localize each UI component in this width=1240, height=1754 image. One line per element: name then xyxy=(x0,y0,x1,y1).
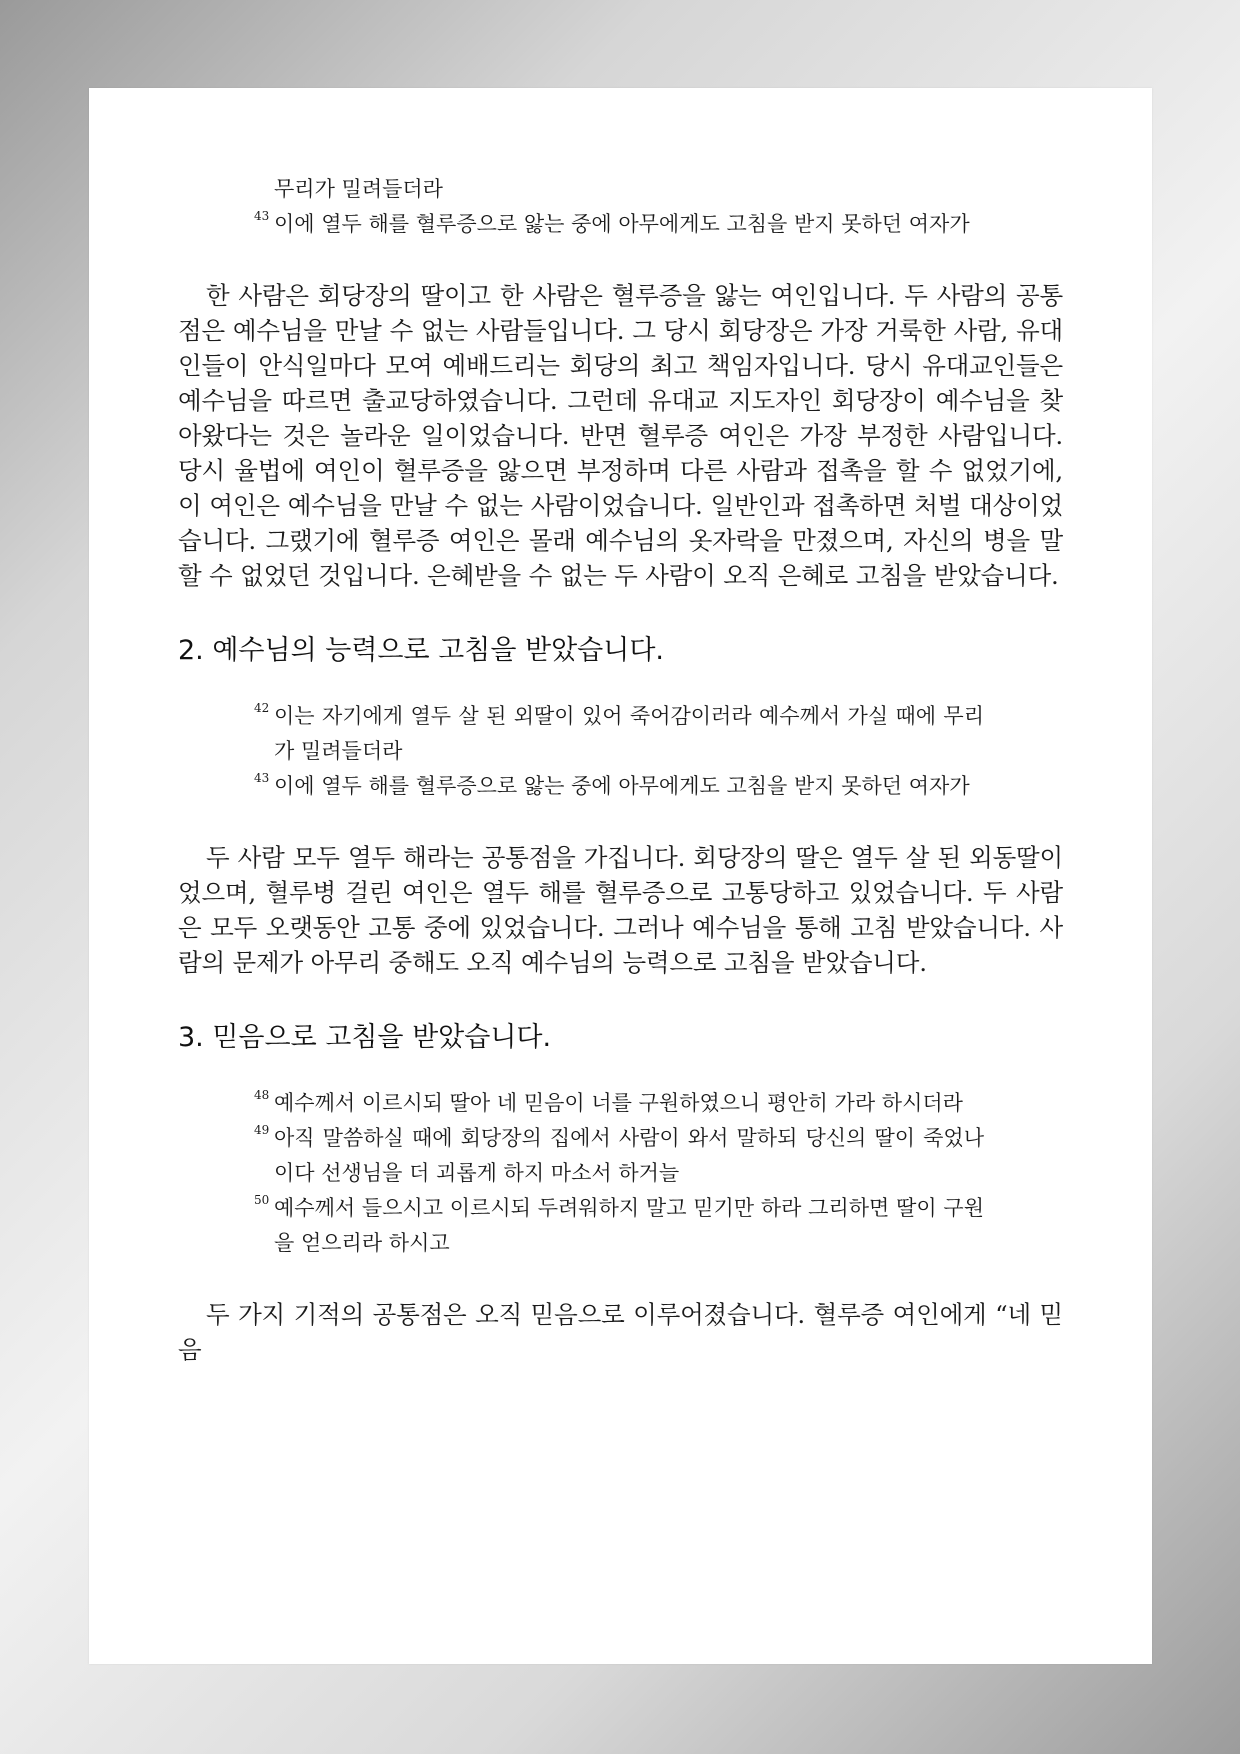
verse-number: 49 xyxy=(254,1123,270,1137)
section-3-heading: 3. 믿음으로 고침을 받았습니다. xyxy=(178,1022,552,1053)
verse-number: 48 xyxy=(254,1088,270,1102)
verse-text: 이에 열두 해를 혈루증으로 앓는 중에 아무에게도 고침을 받지 못하던 여자가 xyxy=(274,212,970,236)
verse-42 xyxy=(254,699,984,769)
top-verse-block xyxy=(254,172,984,242)
section-3-verses xyxy=(254,1086,984,1261)
verse-text: 예수께서 들으시고 이르시되 두려워하지 말고 믿기만 하라 그리하면 딸이 구원을 얻으리라 하시고 xyxy=(274,1196,984,1255)
verse-43 xyxy=(254,207,984,242)
verse-text: 이에 열두 해를 혈루증으로 앓는 중에 아무에게도 고침을 받지 못하던 여자가 xyxy=(274,774,970,798)
paragraph-3: 두 가지 기적의 공통점은 오직 믿음으로 이루어졌습니다. 혈루증 여인에게 “네 믿음 xyxy=(178,1300,1063,1364)
page-content xyxy=(178,172,1063,1367)
section-2-heading: 2. 예수님의 능력으로 고침을 받았습니다. xyxy=(178,635,664,666)
verse-number: 43 xyxy=(254,771,270,785)
paragraph-2: 두 사람 모두 열두 해라는 공통점을 가집니다. 회당장의 딸은 열두 살 된 외동딸이었으며, 혈루병 걸린 여인은 열두 해를 혈루증으로 고통당하고 있었습니다. 두 사람은 모두 오랫동안 고통 중에 있었습니다. 그러나 예수님을 통해 고침 받았습니다. 사람의 문제가 아무리 중해도 오직 예수님의 능력으로 고침을 받았습니다. xyxy=(178,843,1063,977)
verse-continuation xyxy=(254,172,984,207)
verse-50 xyxy=(254,1191,984,1261)
paragraph-1: 한 사람은 회당장의 딸이고 한 사람은 혈루증을 앓는 여인입니다. 두 사람의 공통점은 예수님을 만날 수 없는 사람들입니다. 그 당시 회당장은 가장 거룩한 사람, 유대인들이 안식일마다 모여 예배드리는 회당의 최고 책임자입니다. 당시 유대교인들은 예수님을 따르면 출교당하였습니다. 그런데 유대교 지도자인 회당장이 예수님을 찾아왔다는 것은 놀라운 일이었습니다. 반면 혈루증 여인은 가장 부정한 사람입니다. 당시 율법에 여인이 혈루증을 앓으면 부정하며 다른 사람과 접촉을 할 수 없었기에, 이 여인은 예수님을 만날 수 없는 사람이었습니다. 일반인과 접촉하면 처벌 대상이었습니다. 그랬기에 혈루증 여인은 몰래 예수님의 옷자락을 만졌으며, 자신의 병을 말할 수 없었던 것입니다. 은혜받을 수 없는 두 사람이 오직 은혜로 고침을 받았습니다. xyxy=(178,281,1063,590)
document-page xyxy=(89,88,1152,1664)
verse-49 xyxy=(254,1121,984,1191)
verse-text: 이는 자기에게 열두 살 된 외딸이 있어 죽어감이러라 예수께서 가실 때에 무리가 밀려들더라 xyxy=(274,704,984,763)
verse-number: 42 xyxy=(254,701,270,715)
verse-number: 50 xyxy=(254,1193,270,1207)
verse-number: 43 xyxy=(254,209,270,223)
verse-43 xyxy=(254,769,984,804)
verse-48 xyxy=(254,1086,984,1121)
verse-text: 아직 말씀하실 때에 회당장의 집에서 사람이 와서 말하되 당신의 딸이 죽었나이다 선생님을 더 괴롭게 하지 마소서 하거늘 xyxy=(274,1126,984,1185)
section-2-verses xyxy=(254,699,984,804)
verse-text: 무리가 밀려들더라 xyxy=(274,177,443,201)
verse-text: 예수께서 이르시되 딸아 네 믿음이 너를 구원하였으니 평안히 가라 하시더라 xyxy=(274,1091,963,1115)
